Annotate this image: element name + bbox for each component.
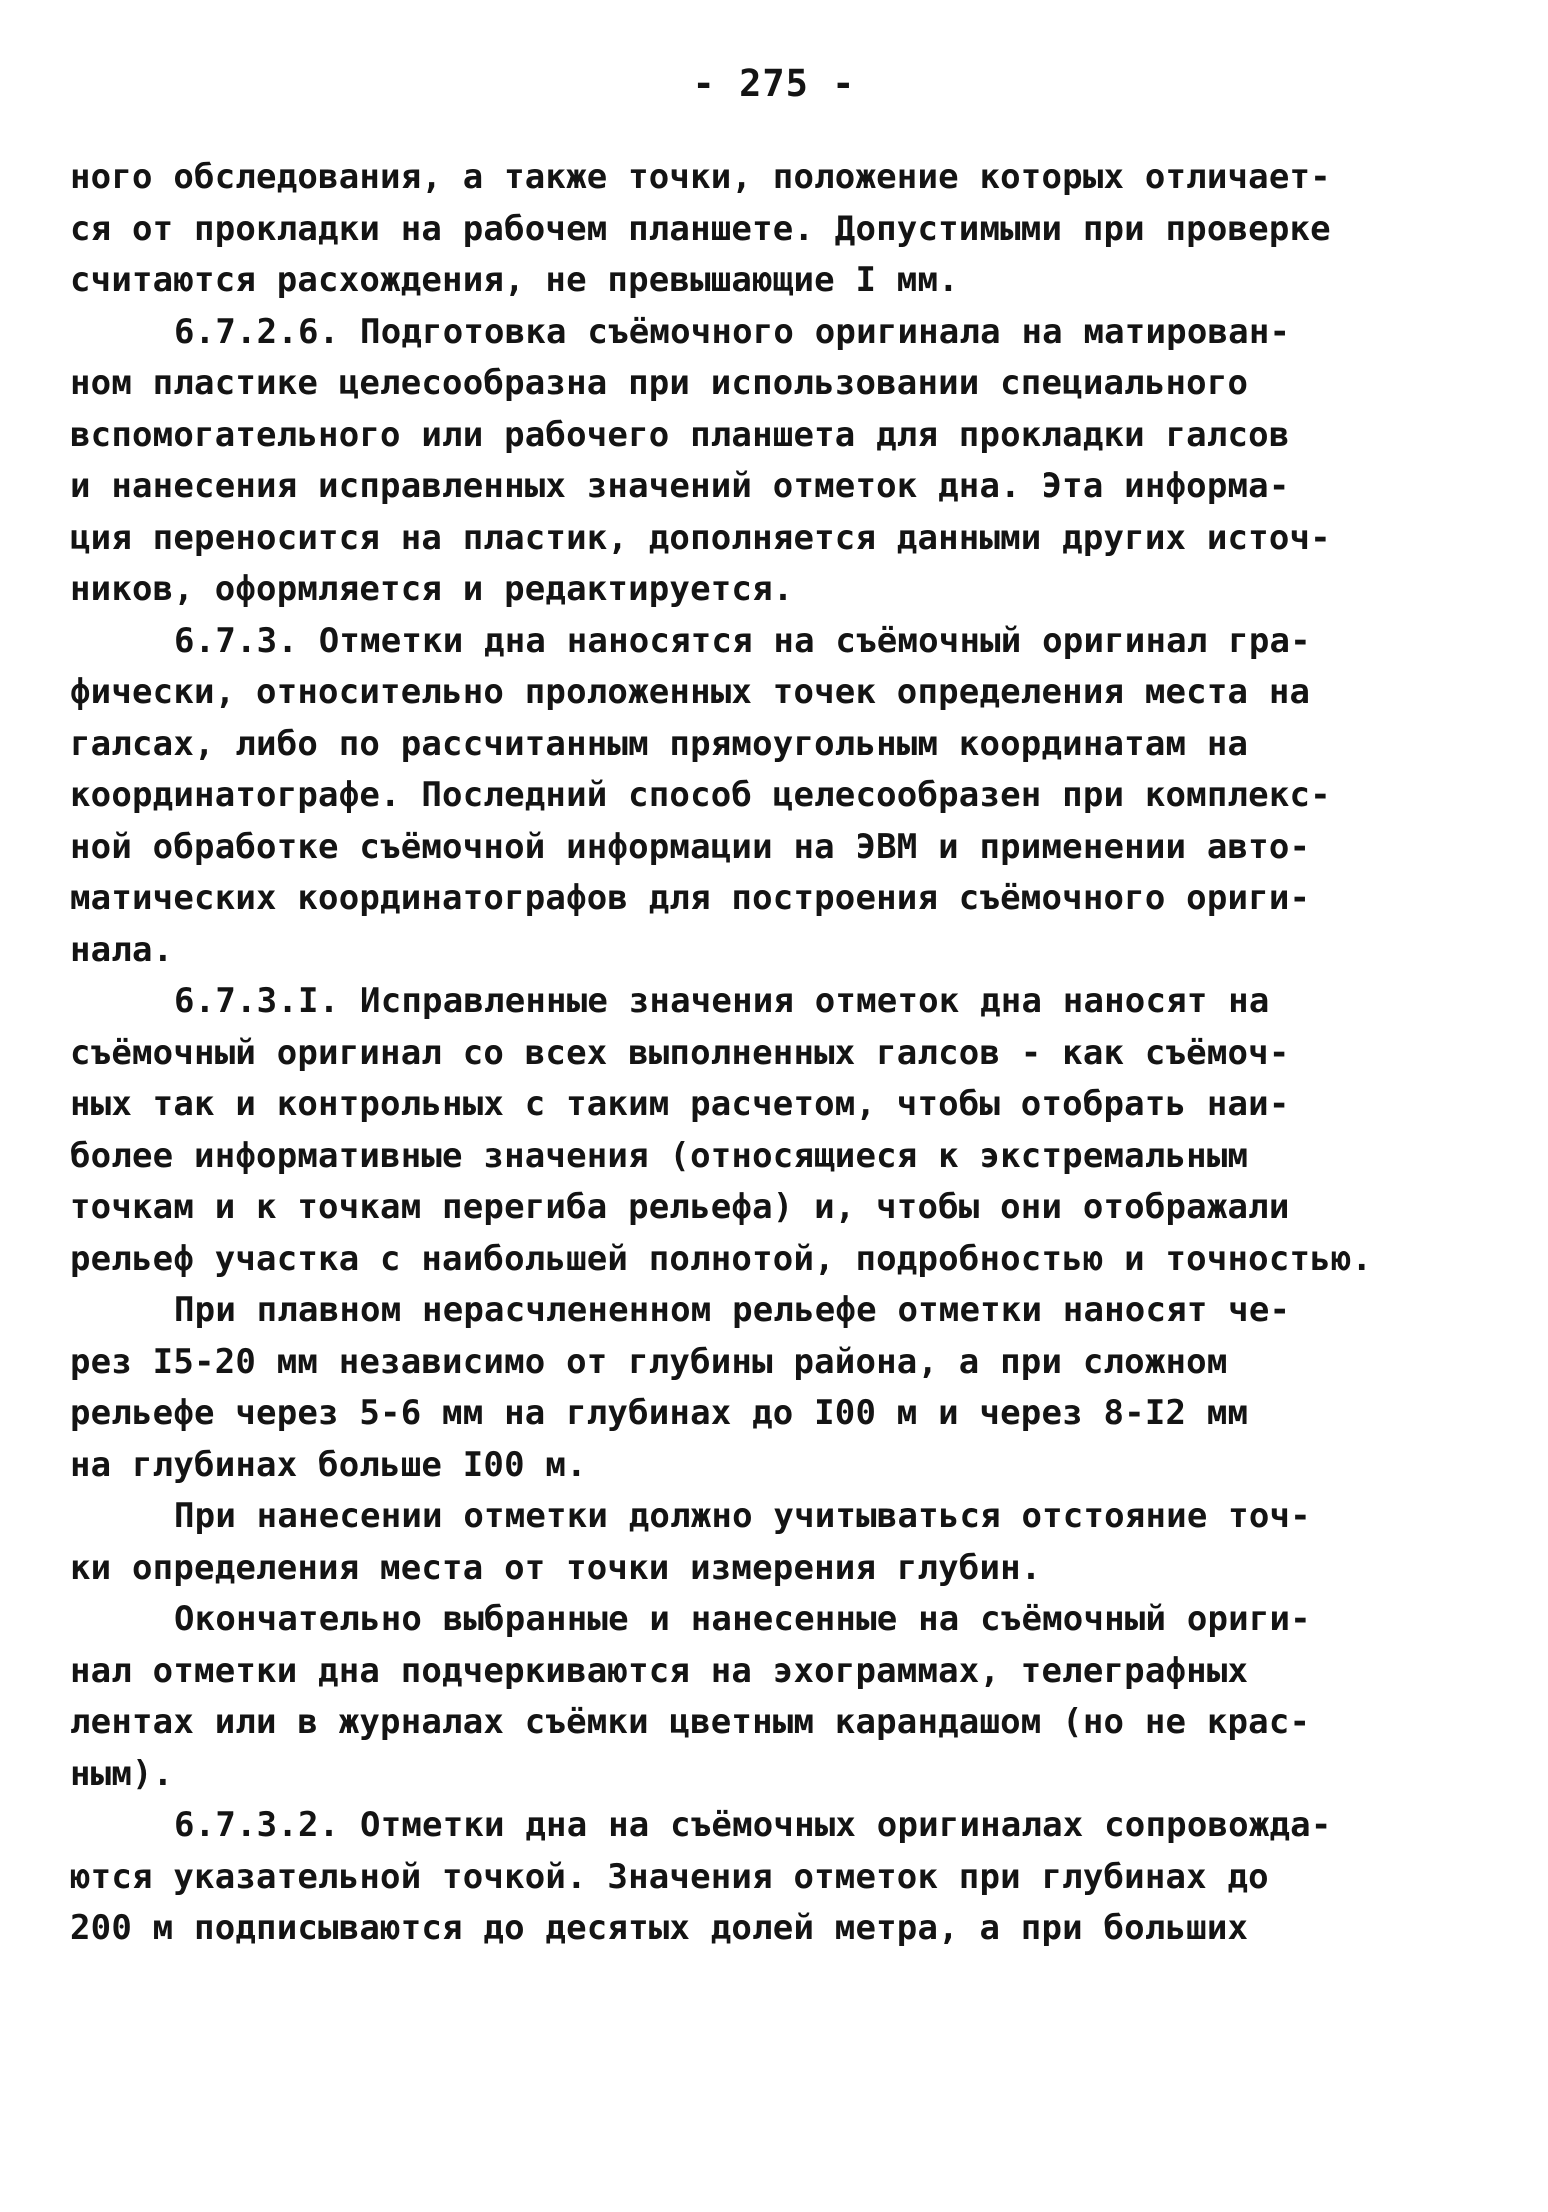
text-line: ным). <box>70 1753 174 1794</box>
paragraph-start: При нанесении отметки должно учитываться отстояние точ- <box>174 1496 1311 1536</box>
text-line: нала. <box>70 929 174 970</box>
section-heading-6-7-3-2: 6.7.3.2. Отметки дна на съёмочных оригиналах сопровожда- <box>174 1805 1332 1845</box>
text-line: нал отметки дна подчеркиваются на эхограммах, телеграфных <box>70 1650 1249 1691</box>
section-heading-6-7-2-6: 6.7.2.6. Подготовка съёмочного оригинала на матирован- <box>174 311 1291 352</box>
text-line: ном пластике целесообразна при использовании специального <box>70 363 1249 403</box>
text-line: рез I5-20 мм независимо от глубины района, а при сложном <box>70 1341 1228 1382</box>
text-line: точкам и к точкам перегиба рельефа) и, чтобы они отображали <box>70 1187 1290 1227</box>
text-line: координатографе. Последний способ целесообразен при комплекс- <box>70 775 1331 815</box>
text-line: ного обследования, а также точки, положение которых отличает- <box>70 157 1331 197</box>
body-text <box>70 152 1400 1955</box>
section-heading-6-7-3: 6.7.3. Отметки дна наносятся на съёмочный оригинал гра- <box>174 620 1311 661</box>
text-line: фически, относительно проложенных точек определения места на <box>70 672 1311 712</box>
page-number: - 275 - <box>692 62 856 105</box>
text-line: ной обработке съёмочной информации на ЭВМ и применении авто- <box>70 826 1311 867</box>
text-line: ников, оформляется и редактируется. <box>70 569 794 609</box>
text-line: ются указательной точкой. Значения отметок при глубинах до <box>70 1856 1269 1897</box>
text-line: лентах или в журналах съёмки цветным карандашом (но не крас- <box>70 1702 1311 1742</box>
text-line: съёмочный оригинал со всех выполненных галсов - как съёмоч- <box>70 1032 1290 1073</box>
text-line: вспомогательного или рабочего планшета для прокладки галсов <box>70 414 1290 455</box>
text-line: ки определения места от точки измерения глубин. <box>70 1547 1042 1588</box>
text-line: 200 м подписываются до десятых долей метра, а при больших <box>70 1908 1249 1948</box>
text-line: более информативные значения (относящиеся к экстремальным <box>70 1135 1249 1176</box>
section-heading-6-7-3-1: 6.7.3.I. Исправленные значения отметок дна наносят на <box>174 981 1270 1021</box>
text-line: рельефе через 5-6 мм на глубинах до I00 м и через 8-I2 мм <box>70 1393 1249 1433</box>
text-line: рельеф участка с наибольшей полнотой, подробностью и точностью. <box>70 1238 1373 1279</box>
text-line: ся от прокладки на рабочем планшете. Допустимыми при проверке <box>70 208 1331 249</box>
text-line: считаются расхождения, не превышающие I мм. <box>70 260 959 300</box>
paragraph-start: Окончательно выбранные и нанесенные на съёмочный ориги- <box>174 1599 1311 1639</box>
text-line: и нанесения исправленных значений отметок дна. Эта информа- <box>70 466 1290 506</box>
text-line: на глубинах больше I00 м. <box>70 1444 587 1485</box>
text-line: матических координатографов для построения съёмочного ориги- <box>70 878 1311 918</box>
text-line: ция переносится на пластик, дополняется данными других источ- <box>70 517 1331 558</box>
paragraph-start: При плавном нерасчлененном рельефе отметки наносят че- <box>174 1290 1291 1330</box>
text-line: галсах, либо по рассчитанным прямоугольным координатам на <box>70 723 1249 764</box>
text-line: ных так и контрольных с таким расчетом, чтобы отобрать наи- <box>70 1084 1290 1124</box>
